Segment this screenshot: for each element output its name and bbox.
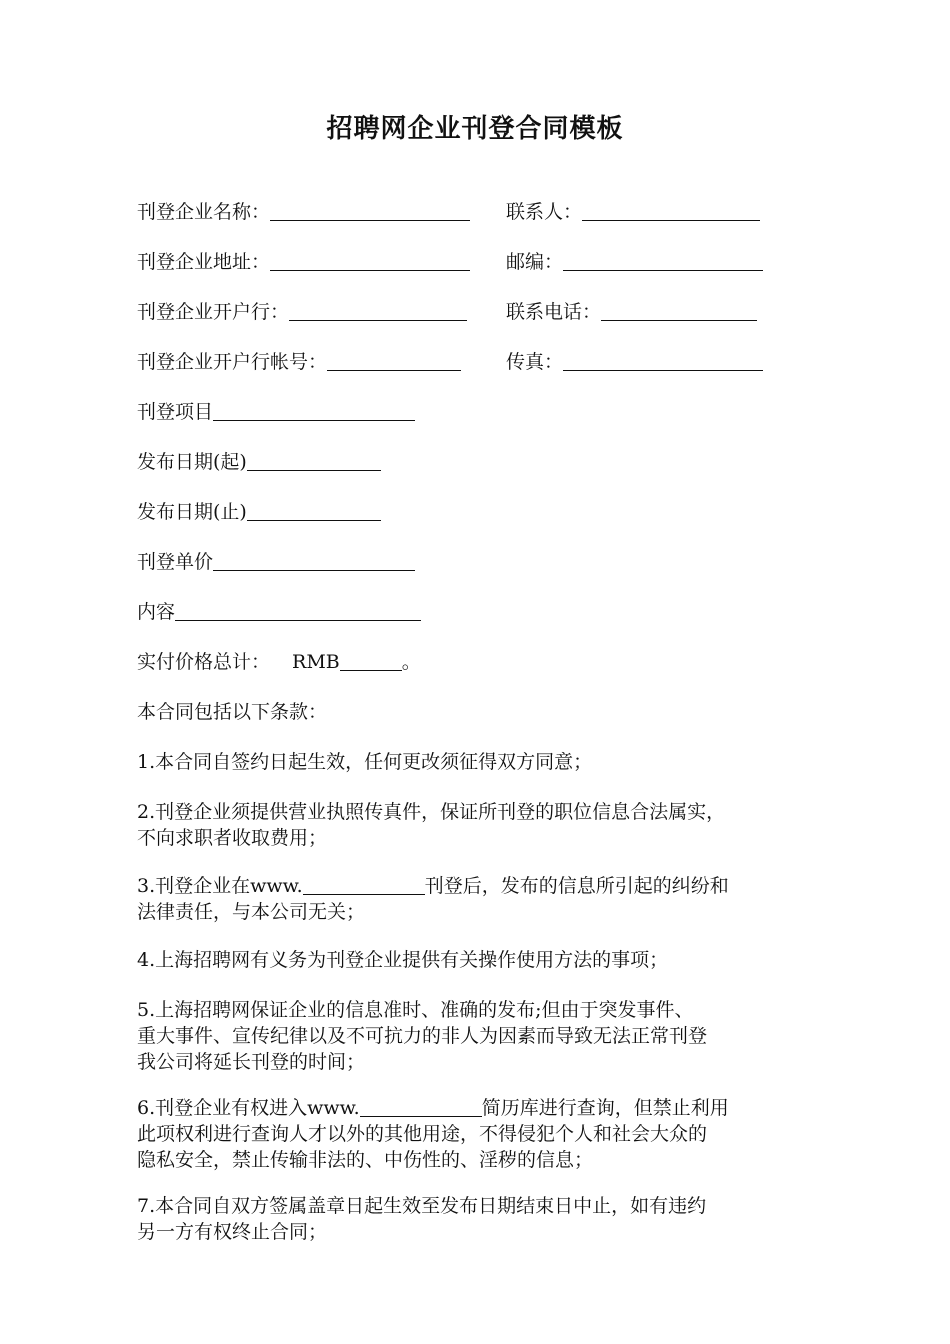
bank-row: [137, 299, 467, 325]
company-name-row: [137, 199, 470, 225]
postcode-row: [506, 249, 763, 275]
term-3-website-blank[interactable]: [303, 874, 425, 895]
term-4-line: 4.上海招聘网有义务为刊登企业提供有关操作使用方法的事项；: [137, 949, 669, 971]
term-7-line-2: 另一方有权终止合同；: [137, 1221, 328, 1243]
company-address-blank[interactable]: [270, 250, 470, 271]
term-6-line-1: [137, 1095, 729, 1121]
bank-blank[interactable]: [289, 300, 467, 321]
total-currency: RMB: [292, 651, 340, 673]
phone-blank[interactable]: [601, 300, 757, 321]
contact-person-label: 联系人：: [506, 201, 583, 223]
unit-price-blank[interactable]: [213, 550, 415, 571]
term-3-line-1: [137, 873, 729, 899]
phone-row: [506, 299, 757, 325]
contact-person-row: [506, 199, 760, 225]
content-row: [137, 599, 421, 625]
project-row: [137, 399, 415, 425]
term-5-line-3: 我公司将延长刊登的时间；: [137, 1051, 366, 1073]
term-6-prefix: 6.刊登企业有权进入www.: [137, 1097, 360, 1119]
company-name-blank[interactable]: [270, 200, 470, 221]
unit-price-row: [137, 549, 415, 575]
date-start-blank[interactable]: [247, 450, 381, 471]
term-5-line-2: 重大事件、宣传纪律以及不可抗力的非人为因素而导致无法正常刊登: [137, 1025, 708, 1047]
term-6-website-blank[interactable]: [360, 1096, 482, 1117]
term-1: [137, 749, 592, 775]
fax-row: [506, 349, 763, 375]
term-2-line-1: 2.刊登企业须提供营业执照传真件，保证所刊登的职位信息合法属实，: [137, 801, 726, 823]
project-label: 刊登项目: [137, 401, 214, 423]
bank-label: 刊登企业开户行：: [137, 301, 290, 323]
content-label: 内容: [137, 601, 176, 623]
total-amount-blank[interactable]: [340, 650, 402, 671]
term-3-suffix: 刊登后，发布的信息所引起的纠纷和: [424, 875, 729, 897]
contact-person-blank[interactable]: [582, 200, 760, 221]
fax-label: 传真：: [506, 351, 564, 373]
term-1-line: 1.本合同自签约日起生效，任何更改须征得双方同意；: [137, 751, 593, 773]
term-5: [137, 997, 707, 1075]
company-address-label: 刊登企业地址：: [137, 251, 271, 273]
term-6-suffix: 简历库进行查询，但禁止利用: [481, 1097, 729, 1119]
postcode-label: 邮编：: [506, 251, 564, 273]
term-3: [137, 873, 729, 925]
term-4: [137, 947, 668, 973]
term-6-line-3: 隐私安全，禁止传输非法的、中伤性的、淫秽的信息；: [137, 1149, 594, 1171]
date-start-label: 发布日期(起): [137, 451, 247, 473]
term-3-prefix: 3.刊登企业在www.: [137, 875, 303, 897]
company-address-row: [137, 249, 470, 275]
date-end-row: [137, 499, 381, 525]
company-name-label: 刊登企业名称：: [137, 201, 271, 223]
document-title: 招聘网企业刊登合同模板: [326, 114, 624, 144]
term-2: [137, 799, 725, 851]
term-5-line-1: 5.上海招聘网保证企业的信息准时、准确的发布;但由于突发事件、: [137, 999, 694, 1021]
total-row: [137, 649, 421, 675]
terms-intro: 本合同包括以下条款：: [137, 701, 328, 723]
term-6: [137, 1095, 729, 1173]
date-start-row: [137, 449, 381, 475]
term-2-line-2: 不向求职者收取费用；: [137, 827, 328, 849]
bank-account-label: 刊登企业开户行帐号：: [137, 351, 328, 373]
term-3-line-2: 法律责任，与本公司无关；: [137, 901, 366, 923]
term-6-line-2: 此项权利进行查询人才以外的其他用途，不得侵犯个人和社会大众的: [137, 1123, 708, 1145]
content-blank[interactable]: [175, 600, 421, 621]
postcode-blank[interactable]: [563, 250, 763, 271]
total-end: 。: [401, 651, 421, 673]
project-blank[interactable]: [213, 400, 415, 421]
date-end-label: 发布日期(止): [137, 501, 247, 523]
term-7-line-1: 7.本合同自双方签属盖章日起生效至发布日期结束日中止，如有违约: [137, 1195, 707, 1217]
phone-label: 联系电话：: [506, 301, 602, 323]
fax-blank[interactable]: [563, 350, 763, 371]
bank-account-row: [137, 349, 461, 375]
bank-account-blank[interactable]: [327, 350, 461, 371]
unit-price-label: 刊登单价: [137, 551, 214, 573]
total-label: 实付价格总计：: [137, 651, 271, 673]
date-end-blank[interactable]: [247, 500, 381, 521]
term-7: [137, 1193, 706, 1245]
